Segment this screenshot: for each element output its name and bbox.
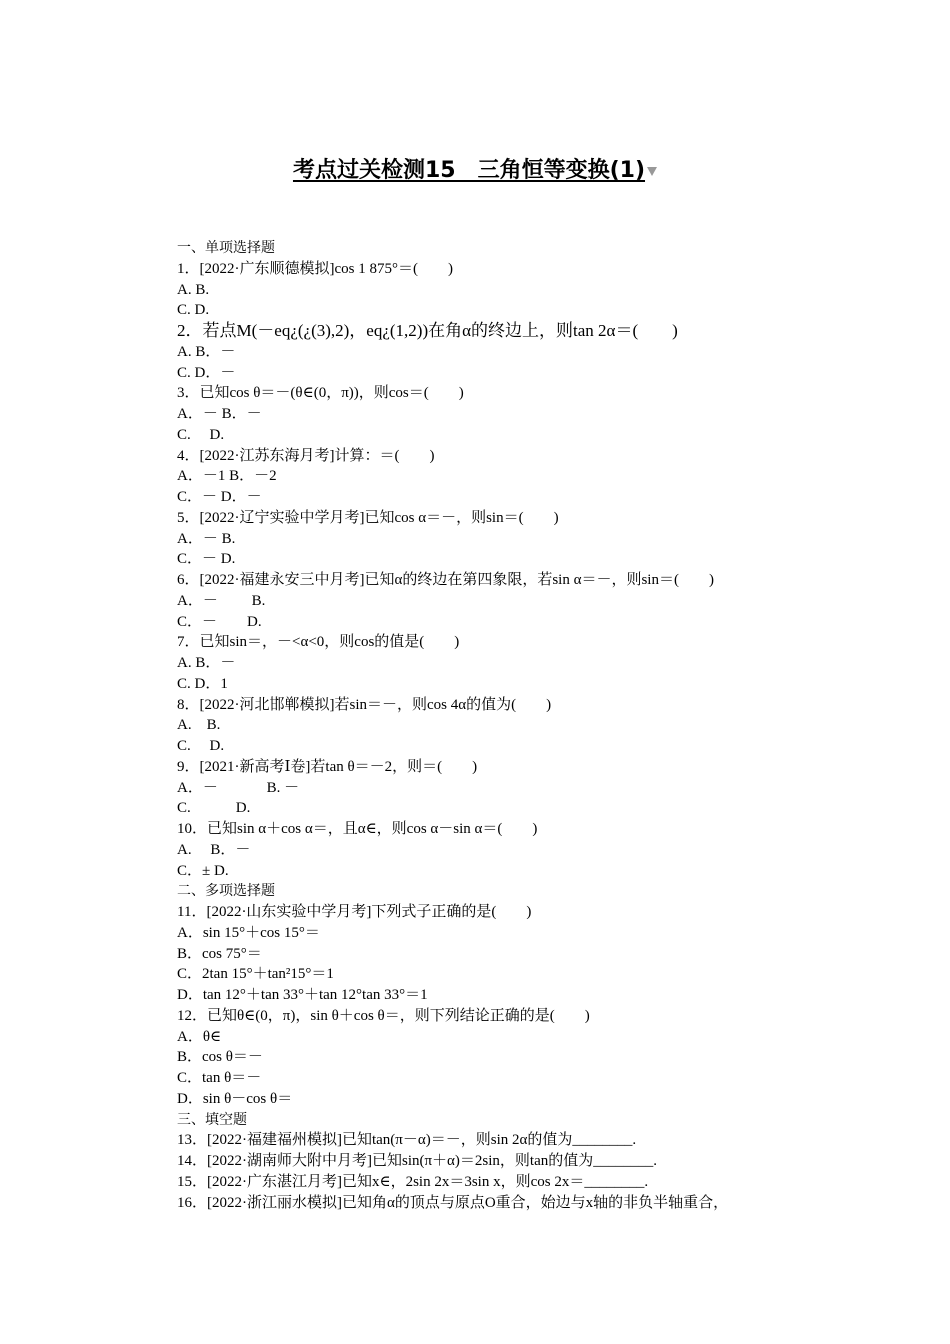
question-line: 3．已知cos θ＝－(θ∈(0，π))，则cos＝( ) [177,385,464,402]
option-line: D．tan 12°＋tan 33°＋tan 12°tan 33°＝1 [177,987,428,1003]
option-line: C．－ D．－ [177,489,262,505]
option-line: C. D. [177,800,251,817]
option-line: A. B．－ [177,343,236,360]
question-line: 9．[2021·新高考Ⅰ卷]若tan θ＝－2，则＝( ) [177,758,478,775]
question-line: 4．[2022·江苏东海月考]计算：＝( ) [177,447,435,464]
option-line: C. D. [177,302,210,319]
option-line: A. B. [177,281,210,298]
option-line: A. B. [177,717,221,734]
option-line: B．cos 75°＝ [177,945,262,962]
option-line: C．－ D. [177,551,236,568]
question-line: 12．已知θ∈(0，π)，sin θ＋cos θ＝，则下列结论正确的是( ) [177,1007,590,1024]
question-line: 13．[2022·福建福州模拟]已知tan(π－α)＝－，则sin 2α的值为________. [177,1132,637,1149]
question-line: 1．[2022·广东顺德模拟]cos 1 875°＝( ) [177,260,453,277]
option-line: C．tan θ＝－ [177,1070,262,1086]
option-line: C．－ D. [177,613,262,630]
title-text: 考点过关检测15 三角恒等变换(1) [292,158,646,183]
page-title [0,154,950,188]
option-line: C. D．1 [177,675,228,692]
question-line: 15．[2022·广东湛江月考]已知x∈，2sin 2x＝3sin x，则cos 2x＝________. [177,1173,649,1190]
question-line: 14．[2022·湖南师大附中月考]已知sin(π＋α)＝2sin，则tan的值为________. [177,1153,657,1169]
option-line: C. D. [177,426,225,443]
question-line: 10．已知sin α＋cos α＝，且α∈，则cos α－sin α＝( ) [177,821,538,837]
option-line: D．sin θ－cos θ＝ [177,1090,293,1107]
section-heading: 二、多项选择题 [177,883,275,900]
option-line: A．θ∈ [177,1028,222,1045]
question-list [177,238,877,1213]
option-line: C. D．－ [177,364,236,381]
option-line: A. B．－ [177,841,251,858]
dropdown-marker-icon [647,167,657,176]
option-line: C. D. [177,738,225,754]
question-line: 8．[2022·河北邯郸模拟]若sin＝－，则cos 4α的值为( ) [177,696,552,713]
question-line: 2．若点M(－eq¿(¿(3),2)，eq¿(1,2))在角α的终边上，则tan 2α＝( ) [177,321,678,340]
option-line: C．± D. [177,862,229,879]
question-line: 6．[2022·福建永安三中月考]已知α的终边在第四象限，若sin α＝－，则sin＝( ) [177,572,714,588]
question-line: 11．[2022·山东实验中学月考]下列式子正确的是( ) [177,904,532,920]
option-line: A．sin 15°＋cos 15°＝ [177,924,320,941]
option-line: A．－ B. [177,530,236,547]
section-heading: 三、填空题 [177,1111,247,1128]
option-line: A．－ B. － [177,779,300,796]
section-heading: 一、单项选择题 [177,240,275,256]
question-line: 5．[2022·辽宁实验中学月考]已知cos α＝－，则sin＝( ) [177,509,559,526]
question-line: 16．[2022·浙江丽水模拟]已知角α的顶点与原点O重合，始边与x轴的非负半轴重合， [177,1194,729,1211]
option-line: C．2tan 15°＋tan²15°＝1 [177,966,334,983]
question-line: 7．已知sin＝，－<α<0，则cos的值是( ) [177,634,460,651]
option-line: B．cos θ＝－ [177,1049,263,1066]
option-line: A. B．－ [177,655,236,671]
option-line: A．－ B. [177,592,266,609]
option-line: A．－1 B．－2 [177,468,277,485]
option-line: A．－ B．－ [177,406,262,422]
